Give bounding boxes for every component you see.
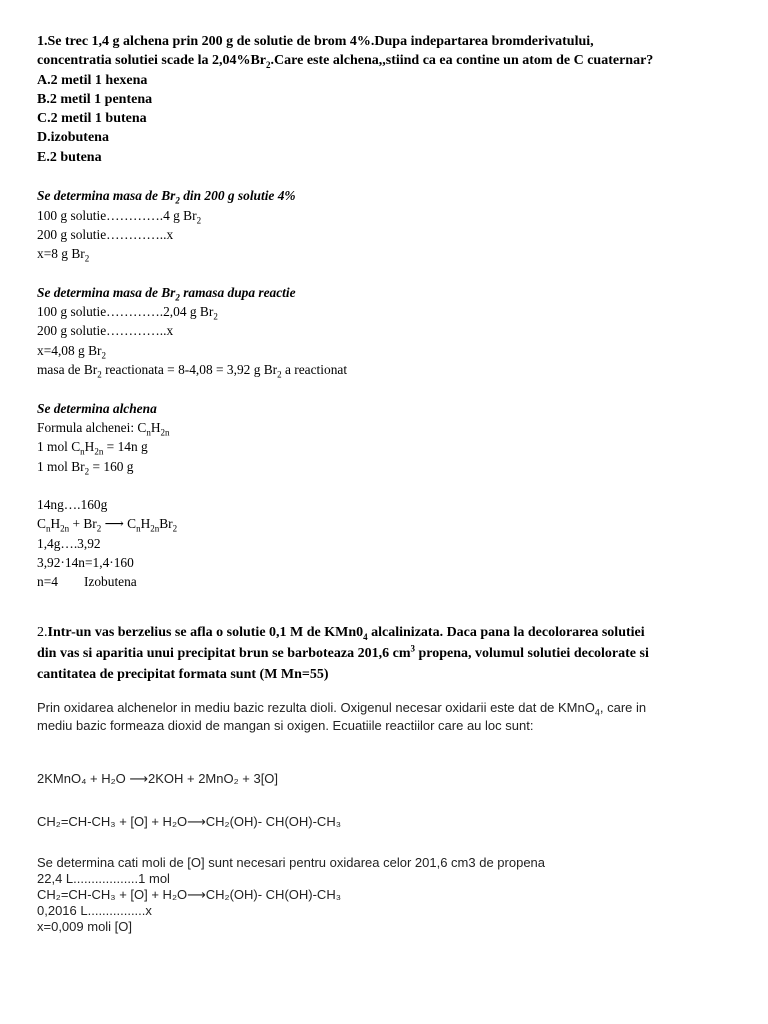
calc-line2: CH₂=CH-CH₃ + [O] + H₂O⟶CH₂(OH)- CH(OH)-CH₃ [37,887,341,903]
option-e: E.2 butena [37,149,102,165]
calc-line3: 0,2016 L................x [37,903,152,919]
section3-heading: Se determina alchena [37,400,157,416]
reaction-equation-2: CH₂=CH-CH₃ + [O] + H₂O⟶CH₂(OH)- CH(OH)-CH₃ [37,813,341,829]
ratio-line1: 14ng….160g [37,497,108,513]
section2-line4: masa de $Br_2$ reactionata = 8-4,08 = 3,92 g $Br_2$ a reactionat [37,362,348,380]
section1-line3: x=8 g $Br_2$ [37,246,90,264]
calc-line4: x=0,009 moli [O] [37,919,133,935]
calc-line1: 22,4 L..................1 mol [37,871,170,887]
br-mol-line: 1 mol $Br_2 = 160$ g [37,458,134,477]
section1-line2: 200 g solutie…………..x [37,226,174,242]
answer-line: n=4 Izobutena [37,574,137,590]
problem2-statement-line2: din vas si aparitia unui precipitat brun se barboteaza 201,6 $cm^3$ propena, volumul solutiei decolorate si [37,642,649,661]
option-b: B.2 metil 1 pentena [37,91,153,107]
reaction-equation-1: 2KMnO₄ + H₂O ⟶2KOH + 2MnO₂ + 3[O] [37,770,279,786]
problem2-statement-line1: 2.Intr-un vas berzelius se afla o solutie 0,1 M de $KMn0_4$ alcalinizata. Daca pana la decolorarea solutiei [37,624,645,642]
section2-line2: 200 g solutie…………..x [37,323,174,339]
section2-heading: Se determina masa de $Br_2$ ramasa dupa reactie [37,284,296,303]
reaction-line: $C_nH_{2n} + Br_2$ ⟶ $C_nH_{2n}Br_2$ [37,516,178,535]
equation-line: 3,92·14n=1,4·160 [37,555,134,571]
formula-line: Formula alchenei: $C_nH_{2n}$ [37,419,170,438]
section2-line3: x=4,08 g $Br_2$ [37,342,106,361]
document-page [37,32,737,935]
calc-intro: Se determina cati moli de [O] sunt necesari pentru oxidarea celor 201,6 cm3 de propena [37,855,546,871]
ratio-line2: 1,4g….3,92 [37,535,101,551]
option-c: C.2 metil 1 butena [37,111,147,127]
problem2-statement-line3: cantitatea de precipitat formata sunt (M Mn=55) [37,666,329,682]
section2-line1: 100 g solutie………….2,04 g $Br_2$ [37,304,218,322]
mol-line: 1 mol $C_nH_{2n} = 14n$ g [37,439,148,457]
problem2-intro-line1: Prin oxidarea alchenelor in mediu bazic rezulta dioli. Oxigenul necesar oxidarii este dat de KMnO$_4$, care in [37,699,647,718]
problem2-intro-line2: mediu bazic formeaza dioxid de mangan si oxigen. Ecuatiile reactiilor care au loc sunt: [37,717,534,733]
option-d: D.izobutena [37,130,109,146]
problem1-statement-line2: concentratia solutiei scade la $2,04\%Br_2.Care$ este alchena,,stiind ca ea contine un atom de C cuaternar? [37,53,654,71]
option-a: A.2 metil 1 hexena [37,72,148,88]
section1-heading: Se determina masa de $Br_2$ din 200 g solutie 4% [37,188,296,207]
problem1-statement-line1: 1.Se trec 1,4 g alchena prin 200 g de solutie de brom 4%.Dupa indepartarea bromderivatului, [37,34,594,49]
section1-line1: 100 g solutie………….4 g $Br_2$ [37,207,202,226]
